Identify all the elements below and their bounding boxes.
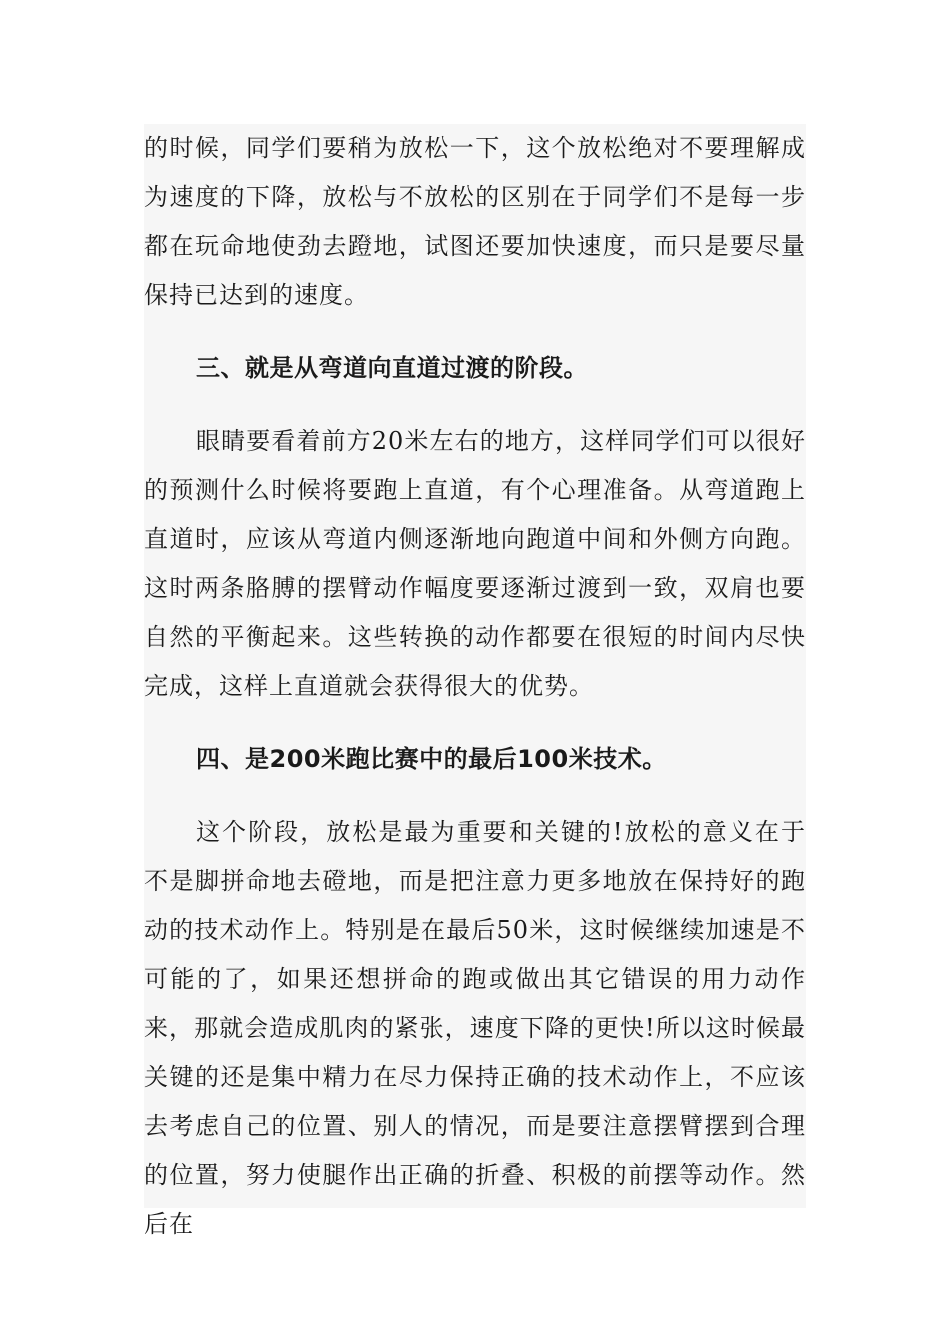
section-heading-three: 三、就是从弯道向直道过渡的阶段。 (196, 354, 588, 382)
document-body (144, 124, 806, 1238)
paragraph-continuation: 的时候，同学们要稍为放松一下，这个放松绝对不要理解成为速度的下降，放松与不放松的区别在于同学们不是每一步都在玩命地使劲去蹬地，试图还要加快速度，而只是要尽量保持已达到的速度。 (144, 134, 806, 309)
section-heading-four: 四、是200米跑比赛中的最后100米技术。 (196, 745, 667, 773)
paragraph-curve-to-straight: 眼睛要看着前方20米左右的地方，这样同学们可以很好的预测什么时候将要跑上直道，有个心理准备。从弯道跑上直道时，应该从弯道内侧逐渐地向跑道中间和外侧方向跑。这时两条胳膊的摆臂动作幅度要逐渐过渡到一致，双肩也要自然的平衡起来。这些转换的动作都要在很短的时间内尽快完成，这样上直道就会获得很大的优势。 (144, 427, 806, 700)
paragraph-final-100m: 这个阶段，放松是最为重要和关键的!放松的意义在于不是脚拼命地去磴地，而是把注意力更多地放在保持好的跑动的技术动作上。特别是在最后50米，这时候继续加速是不可能的了，如果还想拼命的跑或做出其它错误的用力动作来，那就会造成肌肉的紧张，速度下降的更快!所以这时候最关键的还是集中精力在尽力保持正确的技术动作上，不应该去考虑自己的位置、别人的情况，而是要注意摆臂摆到合理的位置，努力使腿作出正确的折叠、积极的前摆等动作。然后在 (144, 818, 806, 1238)
